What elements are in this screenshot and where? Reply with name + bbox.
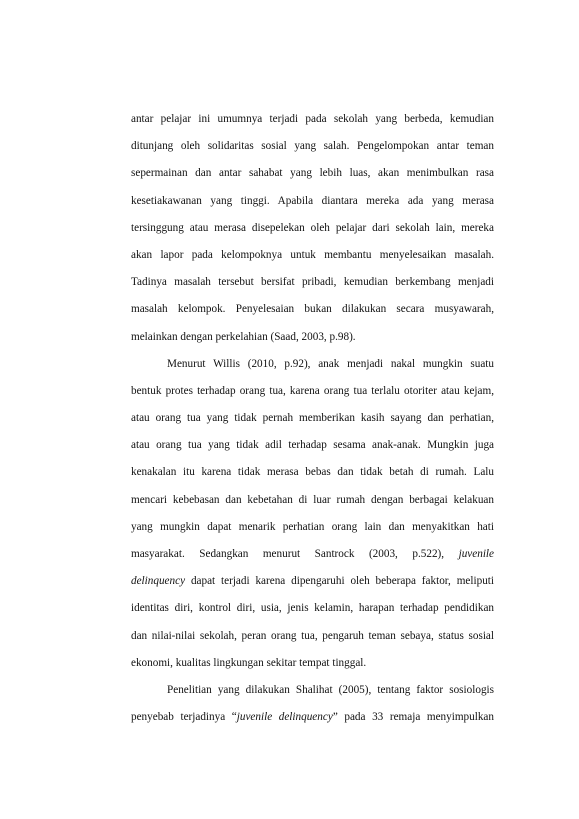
- paragraph-line: Tadinya masalah tersebut bersifat pribadi, kemudian berkembang menjadi: [131, 276, 494, 289]
- paragraph-line: [131, 568, 494, 595]
- paragraph-line: tersinggung atau merasa disepelekan oleh pelajar dari sekolah lain, mereka: [131, 221, 494, 234]
- paragraph-line: [131, 704, 494, 731]
- paragraph-line: antar pelajar ini umumnya terjadi pada sekolah yang berbeda, kemudian: [131, 113, 494, 125]
- paragraph-line: akan lapor pada kelompoknya untuk membantu menyelesaikan masalah.: [131, 248, 494, 261]
- paragraph-line: sepermainan dan antar sahabat yang lebih luas, akan menimbulkan rasa: [131, 167, 494, 180]
- line-text: penyebab terjadinya “: [131, 711, 237, 724]
- paragraph-line: [131, 541, 494, 568]
- paragraph-line: ekonomi, kualitas lingkungan sekitar tempat tinggal.: [131, 656, 367, 669]
- paragraph-line: atau orang tua yang tidak pernah memberikan kasih sayang dan perhatian,: [131, 412, 494, 425]
- italic-term: juvenile delinquency: [236, 711, 333, 724]
- paragraph-line: atau orang tua yang tidak adil terhadap sesama anak-anak. Mungkin juga: [131, 439, 494, 452]
- paragraph-line: Menurut Willis (2010, p.92), anak menjadi nakal mungkin suatu: [167, 357, 494, 370]
- paragraph-line: dan nilai-nilai sekolah, peran orang tua, pengaruh teman sebaya, status sosial: [131, 629, 494, 642]
- italic-term: delinquency: [131, 575, 186, 588]
- paragraph-line: mencari kebebasan dan kebetahan di luar rumah dengan berbagai kelakuan: [131, 493, 494, 506]
- paragraph-line: Penelitian yang dilakukan Shalihat (2005), tentang faktor sosiologis: [167, 683, 494, 696]
- body-text: [131, 106, 494, 731]
- line-text: masyarakat. Sedangkan menurut Santrock (2003, p.522),: [131, 548, 445, 560]
- paragraph-line: ditunjang oleh solidaritas sosial yang salah. Pengelompokan antar teman: [131, 140, 494, 153]
- line-text: dapat terjadi karena dipengaruhi oleh beberapa faktor, meliputi: [190, 575, 495, 588]
- paragraph-line: melainkan dengan perkelahian (Saad, 2003, p.98).: [131, 330, 356, 343]
- line-text: ” pada 33 remaja menyimpulkan: [332, 711, 494, 724]
- paragraph-line: kenakalan itu karena tidak merasa bebas dan tidak betah di rumah. Lalu: [131, 466, 494, 479]
- paragraph-line: bentuk protes terhadap orang tua, karena orang tua terlalu otoriter atau kejam,: [131, 384, 494, 397]
- paragraph-line: kesetiakawanan yang tinggi. Apabila diantara mereka ada yang merasa: [131, 194, 494, 207]
- paragraph-line: masalah kelompok. Penyelesaian bukan dilakukan secara musyawarah,: [131, 303, 494, 316]
- paragraph-line: identitas diri, kontrol diri, usia, jenis kelamin, harapan terhadap pendidikan: [131, 602, 494, 615]
- paragraph-line: yang mungkin dapat menarik perhatian orang lain dan menyakitkan hati: [131, 520, 494, 533]
- italic-term: juvenile: [458, 548, 495, 560]
